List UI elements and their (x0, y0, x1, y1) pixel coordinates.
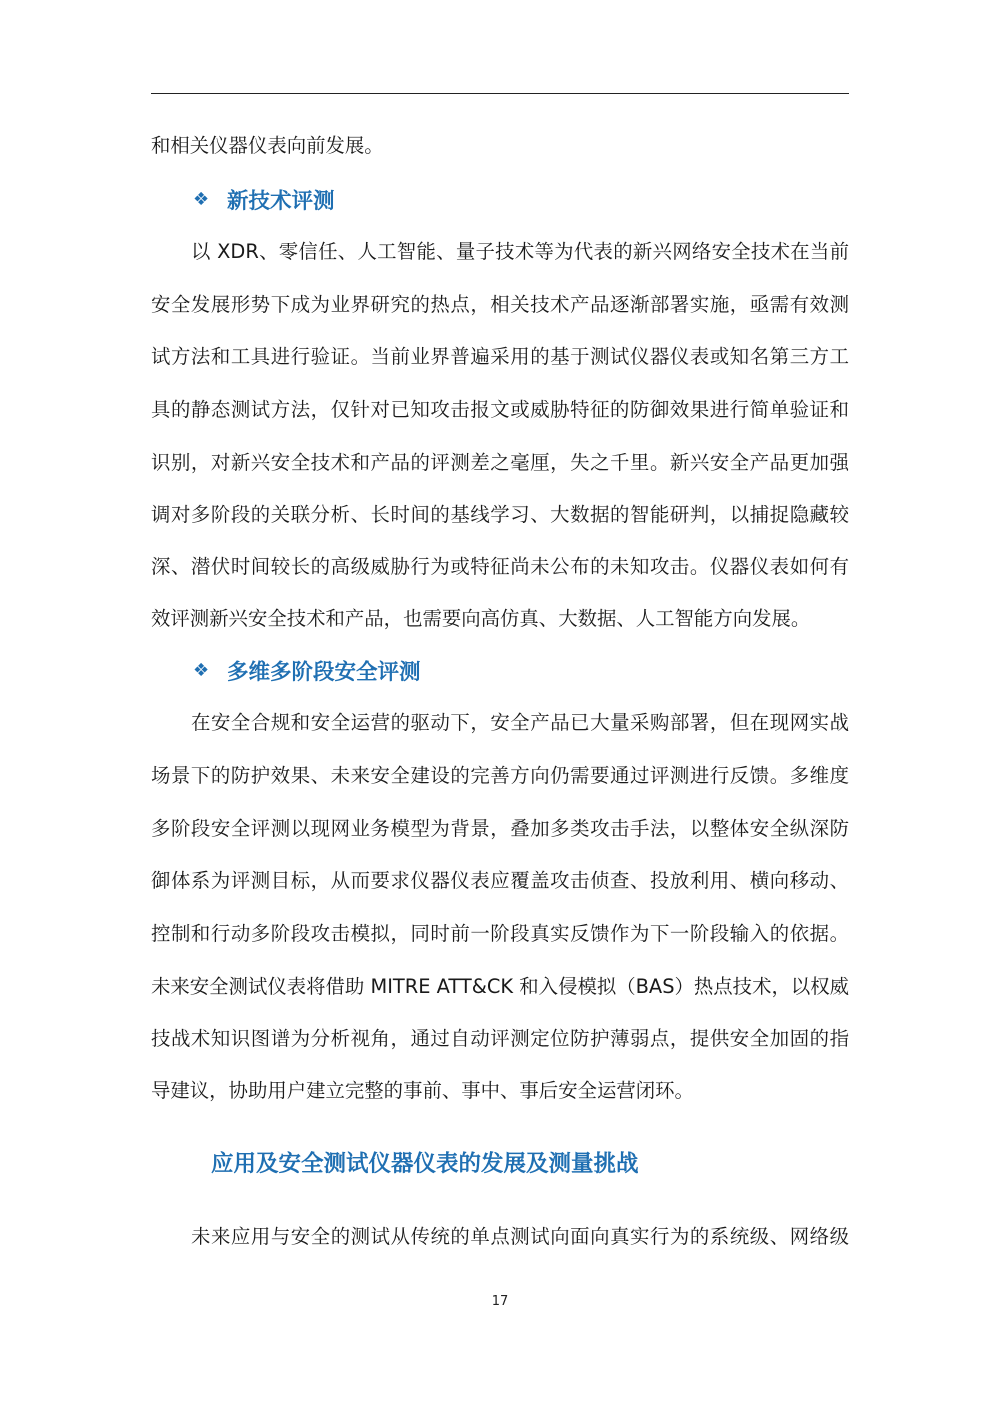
subheading-title: 多维多阶段安全评测 (227, 659, 421, 685)
body-text-line: 技战术知识图谱为分析视角，通过自动评测定位防护薄弱点，提供安全加固的指 (151, 1027, 849, 1050)
body-text-line: 效评测新兴安全技术和产品，也需要向高仿真、大数据、人工智能方向发展。 (151, 607, 811, 630)
body-text-line: 深、潜伏时间较长的高级威胁行为或特征尚未公布的未知攻击。仪器仪表如何有 (151, 555, 849, 578)
body-text-line: 在安全合规和安全运营的驱动下，安全产品已大量采购部署，但在现网实战 (191, 711, 849, 734)
body-text-line: 未来应用与安全的测试从传统的单点测试向面向真实行为的系统级、网络级 (191, 1225, 849, 1248)
body-text-line: 御体系为评测目标，从而要求仪器仪表应覆盖攻击侦查、投放利用、横向移动、 (151, 869, 849, 892)
subheading-new-tech (193, 184, 335, 214)
subheading-multi-stage (193, 655, 421, 685)
header-rule (151, 93, 849, 94)
body-text-line: 控制和行动多阶段攻击模拟，同时前一阶段真实反馈作为下一阶段输入的依据。 (151, 922, 849, 945)
page-number: 17 (491, 1294, 509, 1309)
subheading-title: 新技术评测 (227, 188, 335, 214)
body-text-line: 安全发展形势下成为业界研究的热点，相关技术产品逐渐部署实施，亟需有效测 (151, 293, 849, 316)
body-text-line: 识别，对新兴安全技术和产品的评测差之毫厘，失之千里。新兴安全产品更加强 (151, 451, 849, 474)
body-text-line: 未来安全测试仪表将借助 MITRE ATT&CK 和入侵模拟（BAS）热点技术，以权威 (151, 975, 849, 998)
body-text-line: 多阶段安全评测以现网业务模型为背景，叠加多类攻击手法，以整体安全纵深防 (151, 817, 849, 840)
body-text-line: 试方法和工具进行验证。当前业界普遍采用的基于测试仪器仪表或知名第三方工 (151, 345, 849, 368)
diamond-bullet-icon: ❖ (193, 659, 210, 681)
body-text-line: 导建议，协助用户建立完整的事前、事中、事后安全运营闭环。 (151, 1079, 694, 1102)
body-text-line: 调对多阶段的关联分析、长时间的基线学习、大数据的智能研判，以捕捉隐藏较 (151, 503, 849, 526)
body-text-line: 以 XDR、零信任、人工智能、量子技术等为代表的新兴网络安全技术在当前 (191, 240, 849, 263)
body-text-line: 场景下的防护效果、未来安全建设的完善方向仍需要通过评测进行反馈。多维度 (151, 764, 849, 787)
body-text-line: 和相关仪器仪表向前发展。 (151, 134, 384, 157)
diamond-bullet-icon: ❖ (193, 188, 210, 210)
body-text-line: 具的静态测试方法，仅针对已知攻击报文或威胁特征的防御效果进行简单验证和 (151, 398, 849, 421)
section-heading: 应用及安全测试仪器仪表的发展及测量挑战 (211, 1151, 639, 1177)
